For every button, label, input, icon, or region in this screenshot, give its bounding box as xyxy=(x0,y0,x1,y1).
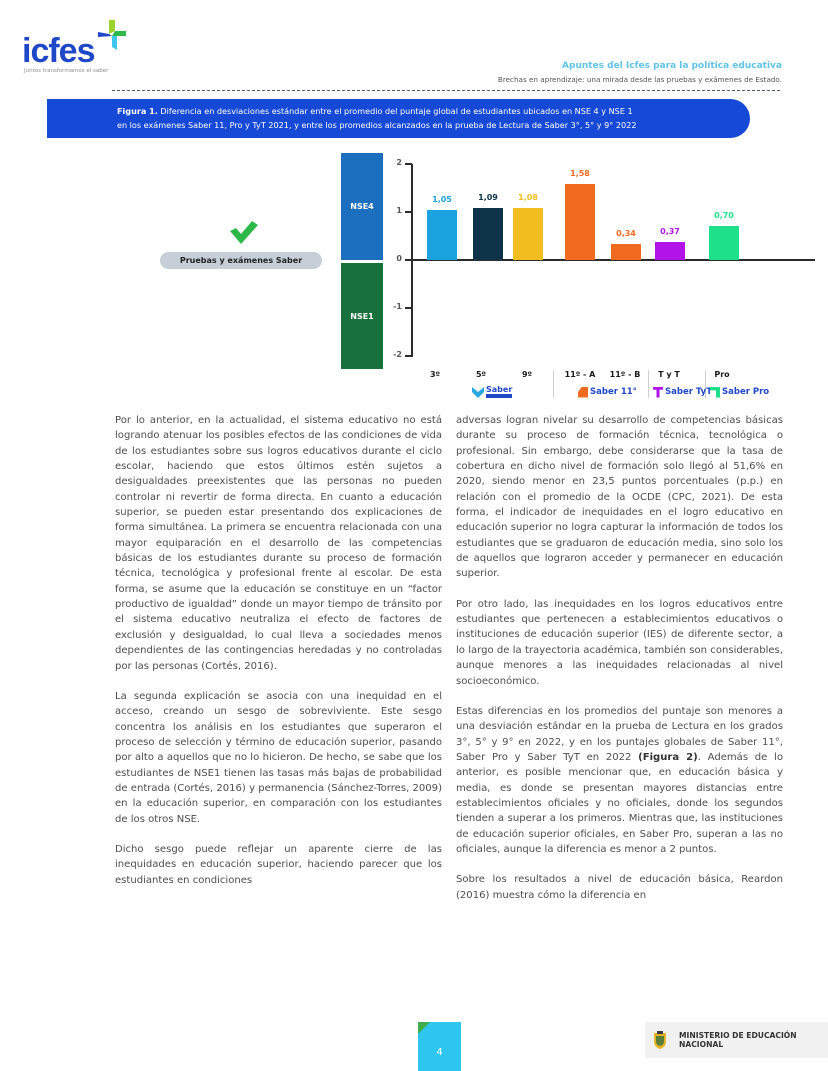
saber-11-logo: Saber 11° xyxy=(578,385,637,399)
figure-reference: (Figura 2) xyxy=(638,751,698,763)
x-separator xyxy=(553,370,554,398)
bar xyxy=(427,210,457,260)
body-column-right xyxy=(456,413,783,903)
saber-tyt-logo: Saber TyT xyxy=(653,385,712,399)
y-tick xyxy=(405,163,412,165)
pruebas-badge: Pruebas y exámenes Saber xyxy=(160,252,322,269)
saber11-flame-icon xyxy=(578,387,588,398)
publication-title: Apuntes del Icfes para la política educativa xyxy=(562,61,782,71)
y-tick xyxy=(405,307,412,309)
x-category-label: Pro xyxy=(714,370,730,379)
nse4-band: NSE4 xyxy=(341,153,383,260)
ministry-logo xyxy=(645,1022,828,1058)
logo-wordmark: icfes xyxy=(22,32,95,70)
pro-icon xyxy=(710,387,720,398)
nse1-band: NSE1 xyxy=(341,263,383,369)
header-divider xyxy=(112,90,780,91)
x-separator xyxy=(648,370,649,398)
page-corner-accent xyxy=(418,1022,430,1034)
bar xyxy=(709,226,739,260)
x-axis-zero-line xyxy=(405,259,815,261)
x-category-label: 11º - A xyxy=(564,370,596,379)
paragraph: Estas diferencias en los promedios del puntaje son menores a una desviación estándar en la prueba de Lectura en los grados 3°, 5° y 9° en 2022, y en los puntajes globales de Saber 11°, Saber Pro y Saber TyT en 2022 (Figura 2). Además de lo anterior, es posible mencionar que, en educación básica y media, es donde se presentan mayores distancias entre establecimientos oficiales y no oficiales, donde los segundos tienden a superar a los primeros. Mientras que, las instituciones de educación superior oficiales, en Saber Pro, superan a las no oficiales, aunque la diferencia es menor a 2 puntos. xyxy=(456,705,783,855)
figure-caption-line2: en los exámenes Saber 11, Pro y TyT 2021, y entre los promedios alcanzados en la prueba de Lectura de Saber 3°, 5° y 9° 2022 xyxy=(117,119,637,130)
saber-primaria-logo: Saber xyxy=(472,385,512,399)
icfes-star-icon xyxy=(94,18,128,52)
figure-label: Figura 1. xyxy=(117,106,158,116)
paragraph: Sobre los resultados a nivel de educación básica, Reardon (2016) muestra cómo la diferencia en xyxy=(456,874,783,901)
y-tick-label: -2 xyxy=(393,350,402,359)
bar xyxy=(565,184,595,260)
bar xyxy=(655,242,685,260)
x-category-label: 11º - B xyxy=(609,370,641,379)
page-number: 4 xyxy=(418,1022,461,1071)
bar-value-label: 1,09 xyxy=(478,192,498,202)
paragraph: La segunda explicación se asocia con una inequidad en el acceso, creando un sesgo de sobreviviente. Este sesgo concentra los análisis en los estudiantes que superaron el proceso de selección y término de educación superior, pasando por alto a aquellos que no lo hicieron. De hecho, se sabe que los estudiantes de NSE1 tienen las tasas más bajas de probabilidad de entrada (Cortés, 2016) y permanencia (Sánchez-Torres, 2009) en la educación superior, en comparación con los estudiantes de los otros NSE. xyxy=(115,690,442,825)
icfes-logo xyxy=(22,18,142,80)
x-category-label: 5º xyxy=(475,370,487,379)
x-category-label: 9º xyxy=(521,370,533,379)
tyt-t-icon xyxy=(653,387,663,398)
logo-tagline: Juntos transformamos el saber xyxy=(24,68,109,74)
bar xyxy=(611,244,641,260)
figure-caption xyxy=(47,99,750,138)
y-tick-label: 2 xyxy=(396,158,402,167)
paragraph: Por otro lado, las inequidades en los logros educativos entre estudiantes que pertenecen a establecimientos educativos o instituciones de educación superior (IES) de diferente sector, a lo largo de la trayectoria académica, también son considerables, aunque menores a las inequidades relacionadas al nivel socioeconómico. xyxy=(456,598,783,687)
bar-value-label: 0,37 xyxy=(660,227,680,237)
bar-value-label: 1,58 xyxy=(570,169,590,179)
bar xyxy=(513,208,543,260)
y-tick-label: 1 xyxy=(396,206,402,215)
y-tick-label: 0 xyxy=(396,254,402,263)
y-tick xyxy=(405,355,412,357)
bar-value-label: 1,05 xyxy=(432,194,452,204)
bar-value-label: 1,08 xyxy=(518,193,538,203)
x-category-label: T y T xyxy=(658,370,680,379)
publication-subtitle: Brechas en aprendizaje: una mirada desde las pruebas y exámenes de Estado. xyxy=(497,75,782,84)
paragraph: Por lo anterior, en la actualidad, el sistema educativo no está logrando atenuar los posibles efectos de las condiciones de vida de los estudiantes sobre sus logros educativos durante el ciclo escolar, haciendo que estos últimos estén sujetos a desigualdades preexistentes que las personas no pueden controlar ni revertir de forma directa. En cuanto a educación superior, se pueden estar presentando dos explicaciones de forma simultánea. La primera se encuentra relacionada con una mayor equiparación en el desarrollo de las competencias básicas de los estudiantes durante su proceso de formación técnica, tecnológica y profesional frente al escolar. De esta forma, se asume que la educación se constituye en un “factor productivo de igualdad” donde un mayor tiempo de tránsito por el sistema educativo neutraliza el efecto de factores de exclusión y desigualdad, lo cual lleva a sociedades menos dependientes de las contingencias heredadas y no controladas por las personas (Cortés, 2016). xyxy=(115,415,442,672)
y-tick xyxy=(405,211,412,213)
saber-chevron-icon xyxy=(472,387,484,398)
y-tick xyxy=(405,259,412,261)
figure-caption-line1: Figura 1. Diferencia en desviaciones estándar entre el promedio del puntaje global de estudiantes ubicados en NSE 4 y NSE 1 xyxy=(117,106,633,116)
paragraph: adversas logran nivelar su desarrollo de competencias básicas durante su proceso de formación técnica, tecnológica o profesional. Sin embargo, debe considerarse que la tasa de cobertura en dicho nivel de formación solo llegó al 51,6% en 2020, siendo menor en 23,5 puntos porcentuales (p.p.) en relación con el promedio de la OCDE (CPC, 2021). De esta forma, el indicador de inequidades en el logro educativo en educación superior no logra capturar la información de todos los estudiantes que se graduaron de educación media, sino solo los de aquellos que lograron acceder y permanecer en educación superior. xyxy=(456,415,783,580)
saber-pro-logo: Saber Pro xyxy=(710,385,769,399)
x-category-label: 3º xyxy=(429,370,441,379)
paragraph: Dicho sesgo puede reflejar un aparente cierre de las inequidades en educación superior, haciendo parecer que los estudiantes en condiciones xyxy=(115,843,442,886)
coat-of-arms-icon xyxy=(653,1031,667,1049)
bar xyxy=(473,208,503,260)
bar-value-label: 0,34 xyxy=(616,228,636,238)
body-column-left xyxy=(115,413,442,888)
y-tick-label: -1 xyxy=(393,302,402,311)
bar-value-label: 0,70 xyxy=(714,211,734,221)
checkmark-icon xyxy=(230,221,258,245)
ministry-name: MINISTERIO DE EDUCACIÓN NACIONAL xyxy=(679,1031,797,1049)
